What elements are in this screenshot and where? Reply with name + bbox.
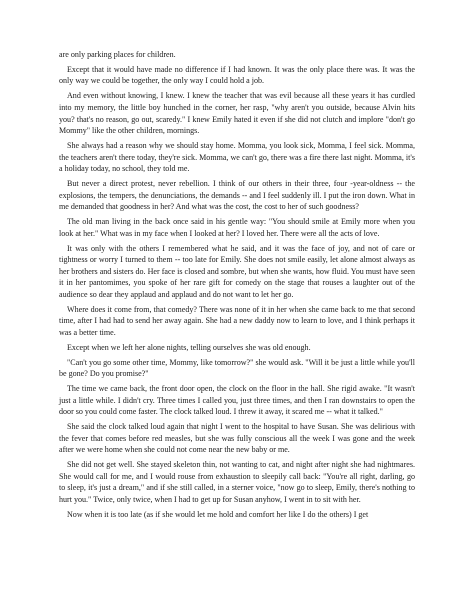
paragraph-1: are only parking places for children. xyxy=(59,50,176,59)
paragraph-8: Where does it come from, that comedy? There was none of it in her when she came back to me that second time, after I had had to send her away again. She had a new daddy now to learn to love, and I think perhaps it was a better time. xyxy=(59,304,415,337)
paragraph-11: The time we came back, the front door open, the clock on the floor in the hall. She rigid awake. "It wasn't just a little while. I didn't cry. Three times I called you, just three times, and then I ran downstairs to open the door so you could come faster. The clock talked loud. I threw it away, it scared me -- what it talked." xyxy=(59,384,415,417)
paragraph-2: Except that it would have made no difference if I had known. It was the only place there was. It was the only way we could be together, the only way I could hold a job. xyxy=(59,64,415,86)
paragraph-7: It was only with the others I remembered what he said, and it was the face of joy, and not of care or tightness or worry I turned to them -- too late for Emily. She does not smile easily, let alone almost always as her brothers and sisters do. Her face is closed and sombre, but when she wants, how fluid. You must have seen it in her pantomimes, you spoke of her rare gift for comedy on the stage that rouses a laughter out of the audience so dear they applaud and applaud and do not want to let her go. xyxy=(59,243,415,299)
document-page xyxy=(59,49,415,524)
paragraph-5: But never a direct protest, never rebellion. I think of our others in their three, four -year-oldness -- the explosions, the tempers, the denunciations, the demands -- and I feel suddenly ill. I put the iron down. What in me demanded that goodness in her? And what was the cost, the cost to her of such goodness? xyxy=(59,179,415,212)
paragraph-13: She did not get well. She stayed skeleton thin, not wanting to cat, and night after night she had nightmares. She would call for me, and I would rouse from exhaustion to sleepily call back: "You're all right, darling, go to sleep, it's just a dream," and if she still called, in a sterner voice, "now go to sleep, Emily, there's nothing to hurt you." Twice, only twice, when I had to get up for Susan anyhow, I went in to sit with her. xyxy=(59,460,415,504)
paragraph-10: "Can't you go some other time, Mommy, like tomorrow?" she would ask. "Will it be just a little while you'll be gone? Do you promise?" xyxy=(59,357,415,379)
paragraph-14: Now when it is too late (as if she would let me hold and comfort her like I do the others) I get xyxy=(67,509,369,519)
paragraph-4: She always had a reason why we should stay home. Momma, you look sick, Momma, I feel sick. Momma, the teachers aren't there today, they're sick. Momma, we can't go, there was a fire there last night. Momma, it's a holiday today, no school, they told me. xyxy=(59,141,415,174)
paragraph-12: She said the clock talked loud again that night I went to the hospital to have Susan. She was delirious with the fever that comes before red measles, but she was fully conscious all the week I was gone and the week after we were home when she could not come near the new baby or me. xyxy=(59,422,415,455)
paragraph-3: And even without knowing, I knew. I knew the teacher that was evil because all these years it has curdled into my memory, the little boy hunched in the corner, her rasp, "why aren't you outside, because Alvin hits you? that's no reason, go out, scaredy." I knew Emily hated it even if she did not clutch and implore "don't go Mommy" like the other children, mornings. xyxy=(59,91,415,136)
paragraph-6: The old man living in the back once said in his gentle way: "You should smile at Emily more when you look at her." What was in my face when I looked at her? I loved her. There were all the acts of love. xyxy=(59,217,415,238)
paragraph-9: Except when we left her alone nights, telling ourselves she was old enough. xyxy=(67,342,311,352)
